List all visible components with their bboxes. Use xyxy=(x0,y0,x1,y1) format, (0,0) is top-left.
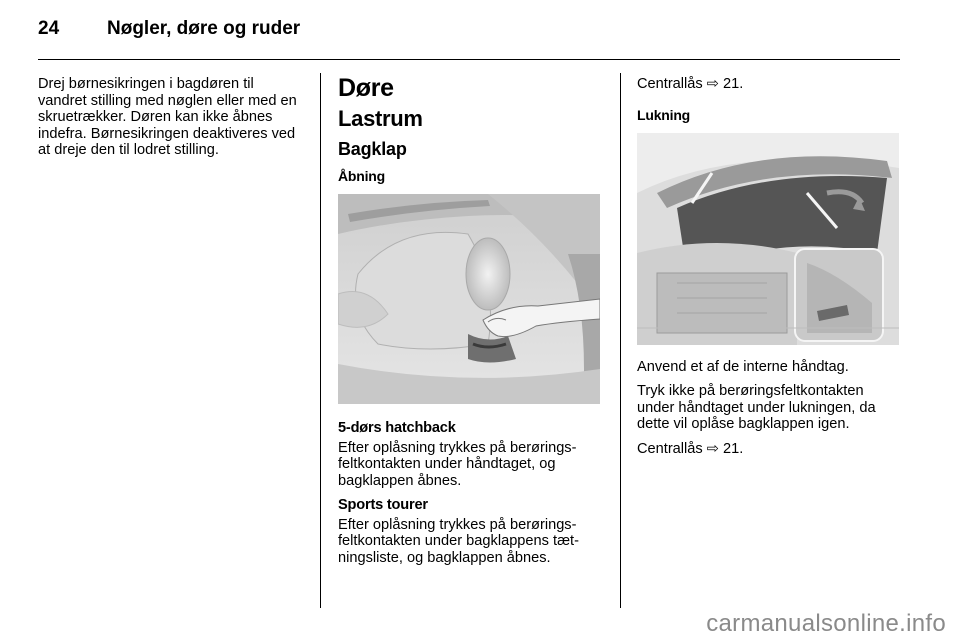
central-lock-reference-top: Centrallås ⇨ 21. xyxy=(637,76,744,92)
page-header xyxy=(38,18,900,58)
central-lock-reference-bottom: Centrallås ⇨ 21. xyxy=(637,440,744,457)
column-1 xyxy=(38,76,306,167)
text-sports-tourer: Efter oplåsning trykkes på berøringsfeltkontakten under bagklappens tætningsliste, og bagklappen åbnes. xyxy=(338,516,579,566)
heading-opening: Åbning xyxy=(338,168,386,184)
column-3 xyxy=(637,76,902,465)
heading-doors: Døre xyxy=(338,74,394,102)
heading-cargo: Lastrum xyxy=(338,106,423,131)
page-title: Nøgler, døre og ruder xyxy=(107,18,301,39)
column-2 xyxy=(338,74,604,574)
text-hatchback: Efter oplåsning trykkes på berøringsfeltkontakten under håndtaget, og bagklappen åbnes. xyxy=(338,439,577,489)
header-rule xyxy=(38,59,900,60)
subhead-sports-tourer: Sports tourer xyxy=(338,497,428,513)
page-number: 24 xyxy=(38,18,60,39)
column-divider-1 xyxy=(320,73,321,608)
watermark: carmanualsonline.info xyxy=(706,610,946,637)
child-lock-paragraph: Drej børnesikringen i bagdøren til vandret stilling med nøglen eller med en skruetrækker. Døren kan ikke åbnes indefra. Børnesikringen deaktiveres ved at dreje den til lodret stilling. xyxy=(38,76,297,158)
subhead-hatchback: 5-dørs hatchback xyxy=(338,420,456,436)
heading-tailgate: Bagklap xyxy=(338,139,407,159)
text-use-handle: Anvend et af de interne håndtag. xyxy=(637,358,849,375)
tailgate-closing-illustration xyxy=(637,133,899,345)
text-do-not-press: Tryk ikke på berøringsfeltkontakten under håndtaget under lukningen, da dette vil oplåse bagklappen igen. xyxy=(637,383,876,432)
heading-closing: Lukning xyxy=(637,106,691,123)
column-divider-2 xyxy=(620,73,621,608)
tailgate-opening-illustration xyxy=(338,194,600,404)
